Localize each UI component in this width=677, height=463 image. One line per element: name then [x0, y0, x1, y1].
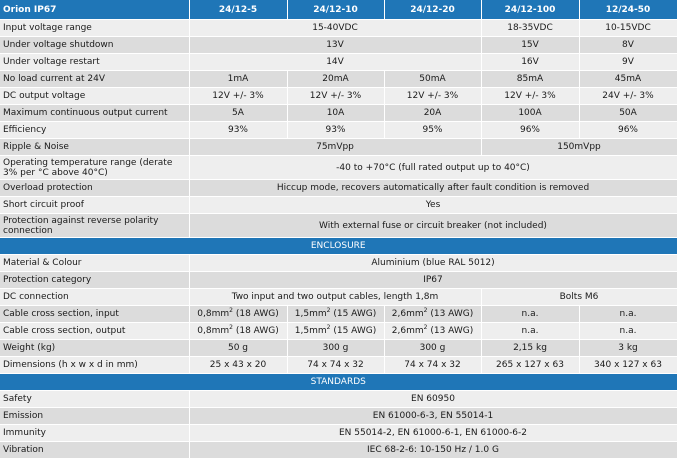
table-row: [0, 391, 677, 408]
cell-value: Yes: [189, 197, 677, 214]
table-header-row: [0, 0, 677, 20]
table-row: [0, 408, 677, 425]
table-row: [0, 357, 677, 374]
table-row: [0, 272, 677, 289]
cell-value: 24V +/- 3%: [579, 88, 677, 105]
cell-value: 5A: [189, 105, 287, 122]
row-label: Protection category: [0, 272, 189, 289]
cell-value: $0,8mm^2$ (18 AWG): [189, 306, 287, 323]
row-label: Input voltage range: [0, 20, 189, 37]
row-label: Emission: [0, 408, 189, 425]
cell-value: 12V +/- 3%: [481, 88, 579, 105]
cell-value: IEC 68-2-6: 10-150 Hz / 1.0 G: [189, 442, 677, 459]
section-row: [0, 238, 677, 255]
row-label: Cable cross section, output: [0, 323, 189, 340]
cell-value: 96%: [579, 122, 677, 139]
cell-value: 93%: [287, 122, 384, 139]
cell-value: 14V: [189, 54, 481, 71]
row-label: Weight (kg): [0, 340, 189, 357]
cell-value: n.a.: [579, 323, 677, 340]
table-row: [0, 105, 677, 122]
cell-value: 15-40VDC: [189, 20, 481, 37]
cell-value: 9V: [579, 54, 677, 71]
table-row: [0, 289, 677, 306]
cell-value: IP67: [189, 272, 677, 289]
cell-value: 10-15VDC: [579, 20, 677, 37]
table-row: [0, 71, 677, 88]
table-row: [0, 88, 677, 105]
cell-value: 300 g: [287, 340, 384, 357]
row-label: Vibration: [0, 442, 189, 459]
table-row: [0, 255, 677, 272]
product-title: Orion IP67: [0, 0, 189, 20]
model-header: 24/12-100: [481, 0, 579, 20]
cell-value: 340 x 127 x 63: [579, 357, 677, 374]
row-label: Maximum continuous output current: [0, 105, 189, 122]
cell-value: 74 x 74 x 32: [384, 357, 481, 374]
row-label: Safety: [0, 391, 189, 408]
row-label: Dimensions (h x w x d in mm): [0, 357, 189, 374]
cell-value: 150mVpp: [481, 139, 677, 156]
model-header: 24/12-10: [287, 0, 384, 20]
table-row: [0, 425, 677, 442]
model-header: 24/12-5: [189, 0, 287, 20]
cell-value: 15V: [481, 37, 579, 54]
table-row: [0, 37, 677, 54]
table-row: [0, 197, 677, 214]
table-row: [0, 156, 677, 180]
row-label: DC connection: [0, 289, 189, 306]
row-label: Short circuit proof: [0, 197, 189, 214]
cell-value: 25 x 43 x 20: [189, 357, 287, 374]
cell-value: $1,5mm^2$ (15 AWG): [287, 323, 384, 340]
cell-value: Bolts M6: [481, 289, 677, 306]
cell-value: $2,6mm^2$ (13 AWG): [384, 306, 481, 323]
cell-value: Two input and two output cables, length 1,8m: [189, 289, 481, 306]
cell-value: EN 60950: [189, 391, 677, 408]
cell-value: 45mA: [579, 71, 677, 88]
row-label: Under voltage restart: [0, 54, 189, 71]
cell-value: 20A: [384, 105, 481, 122]
cell-value: 16V: [481, 54, 579, 71]
cell-value: 75mVpp: [189, 139, 481, 156]
row-label: Efficiency: [0, 122, 189, 139]
cell-value: 265 x 127 x 63: [481, 357, 579, 374]
cell-value: 3 kg: [579, 340, 677, 357]
table-row: [0, 442, 677, 459]
cell-value: EN 61000-6-3, EN 55014-1: [189, 408, 677, 425]
row-label: No load current at 24V: [0, 71, 189, 88]
row-label: Overload protection: [0, 180, 189, 197]
cell-value: 50A: [579, 105, 677, 122]
section-row: [0, 374, 677, 391]
cell-value: n.a.: [481, 323, 579, 340]
row-label: Under voltage shutdown: [0, 37, 189, 54]
cell-value: 50mA: [384, 71, 481, 88]
row-label: Operating temperature range (derate 3% per °C above 40°C): [0, 156, 189, 180]
table-row: [0, 340, 677, 357]
cell-value: 93%: [189, 122, 287, 139]
cell-value: 2,15 kg: [481, 340, 579, 357]
cell-value: With external fuse or circuit breaker (not included): [189, 214, 677, 238]
cell-value: n.a.: [481, 306, 579, 323]
cell-value: EN 55014-2, EN 61000-6-1, EN 61000-6-2: [189, 425, 677, 442]
table-row: [0, 54, 677, 71]
cell-value: 300 g: [384, 340, 481, 357]
model-header: 12/24-50: [579, 0, 677, 20]
cell-value: -40 to +70°C (full rated output up to 40°C): [189, 156, 677, 180]
cell-value: 1mA: [189, 71, 287, 88]
table-row: [0, 306, 677, 323]
cell-value: $1,5mm^2$ (15 AWG): [287, 306, 384, 323]
cell-value: 96%: [481, 122, 579, 139]
model-header: 24/12-20: [384, 0, 481, 20]
cell-value: 12V +/- 3%: [189, 88, 287, 105]
row-label: Immunity: [0, 425, 189, 442]
cell-value: 12V +/- 3%: [287, 88, 384, 105]
cell-value: 20mA: [287, 71, 384, 88]
section-title-enclosure: ENCLOSURE: [0, 238, 677, 255]
cell-value: 74 x 74 x 32: [287, 357, 384, 374]
table-row: [0, 122, 677, 139]
cell-value: 13V: [189, 37, 481, 54]
cell-value: n.a.: [579, 306, 677, 323]
cell-value: 10A: [287, 105, 384, 122]
cell-value: $2,6mm^2$ (13 AWG): [384, 323, 481, 340]
row-label: Material & Colour: [0, 255, 189, 272]
cell-value: 18-35VDC: [481, 20, 579, 37]
table-row: [0, 139, 677, 156]
table-row: [0, 214, 677, 238]
table-row: [0, 323, 677, 340]
section-title-standards: STANDARDS: [0, 374, 677, 391]
row-label: Cable cross section, input: [0, 306, 189, 323]
row-label: Ripple & Noise: [0, 139, 189, 156]
row-label: Protection against reverse polarity connection: [0, 214, 189, 238]
cell-value: 100A: [481, 105, 579, 122]
cell-value: 95%: [384, 122, 481, 139]
row-label: DC output voltage: [0, 88, 189, 105]
cell-value: 8V: [579, 37, 677, 54]
cell-value: Hiccup mode, recovers automatically after fault condition is removed: [189, 180, 677, 197]
table-row: [0, 20, 677, 37]
cell-value: 50 g: [189, 340, 287, 357]
table-row: [0, 180, 677, 197]
cell-value: 12V +/- 3%: [384, 88, 481, 105]
cell-value: 85mA: [481, 71, 579, 88]
cell-value: $0,8mm^2$ (18 AWG): [189, 323, 287, 340]
cell-value: Aluminium (blue RAL 5012): [189, 255, 677, 272]
